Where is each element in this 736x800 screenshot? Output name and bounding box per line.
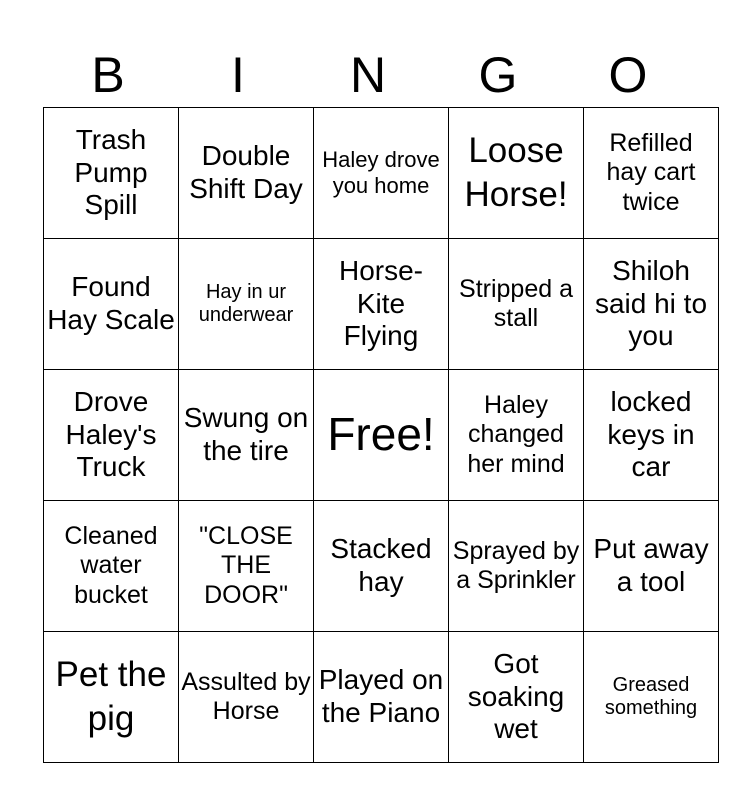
header-letter-o: O: [608, 47, 648, 103]
cell-text: Stripped a stall: [459, 274, 573, 332]
cell-text: Drove Haley's Truck: [65, 385, 157, 483]
board-row: [44, 239, 719, 370]
cell-text: Loose Horse!: [464, 131, 568, 214]
bingo-cell[interactable]: [179, 239, 314, 370]
bingo-cell[interactable]: [584, 239, 719, 370]
cell-text: Swung on the tire: [183, 402, 309, 466]
cell-text: Haley drove you home: [322, 147, 440, 198]
cell-text: "CLOSE THE DOOR": [199, 522, 293, 609]
cell-text: Pet the pig: [55, 655, 167, 738]
bingo-cell[interactable]: [584, 501, 719, 632]
bingo-cell[interactable]: [314, 239, 449, 370]
bingo-cell[interactable]: [179, 632, 314, 763]
bingo-cell[interactable]: [584, 370, 719, 501]
bingo-cell[interactable]: [179, 501, 314, 632]
bingo-cell[interactable]: [44, 108, 179, 239]
cell-text: Assulted by Horse: [181, 667, 311, 725]
cell-text: Trash Pump Spill: [74, 123, 148, 221]
free-space-cell[interactable]: [314, 370, 449, 501]
bingo-cell[interactable]: [44, 501, 179, 632]
header-letter-n: N: [349, 47, 387, 103]
header-letter-b: B: [91, 47, 125, 103]
cell-text: locked keys in car: [607, 385, 695, 483]
bingo-cell[interactable]: [449, 239, 584, 370]
cell-text: Hay in ur underwear: [198, 280, 294, 326]
cell-text: Put away a tool: [593, 533, 709, 597]
bingo-cell[interactable]: [44, 632, 179, 763]
board-row: [44, 501, 719, 632]
header-letter-g: G: [478, 47, 518, 103]
cell-text: Sprayed by a Sprinkler: [452, 536, 580, 594]
bingo-cell[interactable]: [179, 370, 314, 501]
bingo-cell[interactable]: [314, 108, 449, 239]
cell-text: Played on the Piano: [318, 664, 444, 728]
cell-text: Horse-Kite Flying: [338, 254, 423, 352]
bingo-cell[interactable]: [584, 632, 719, 763]
bingo-cell[interactable]: [314, 501, 449, 632]
cell-text: Double Shift Day: [189, 140, 303, 204]
board-row: [44, 632, 719, 763]
cell-text: Found Hay Scale: [47, 271, 175, 335]
board-row: [44, 108, 719, 239]
bingo-header: [43, 44, 693, 106]
bingo-cell[interactable]: [449, 108, 584, 239]
cell-text: Cleaned water bucket: [64, 522, 158, 609]
free-space-text: Free!: [327, 408, 435, 461]
bingo-cell[interactable]: [584, 108, 719, 239]
cell-text: Got soaking wet: [467, 647, 565, 745]
cell-text: Greased something: [604, 673, 698, 719]
bingo-cell[interactable]: [44, 239, 179, 370]
cell-text: Haley changed her mind: [467, 391, 565, 478]
cell-text: Refilled hay cart twice: [606, 129, 696, 216]
bingo-cell[interactable]: [449, 370, 584, 501]
board-row: [44, 370, 719, 501]
cell-text: Stacked hay: [330, 533, 432, 597]
bingo-board: [43, 107, 719, 763]
header-letter-i: I: [231, 47, 245, 103]
bingo-cell[interactable]: [314, 632, 449, 763]
bingo-cell[interactable]: [449, 632, 584, 763]
bingo-cell[interactable]: [449, 501, 584, 632]
bingo-cell[interactable]: [179, 108, 314, 239]
bingo-cell[interactable]: [44, 370, 179, 501]
cell-text: Shiloh said hi to you: [594, 254, 708, 352]
